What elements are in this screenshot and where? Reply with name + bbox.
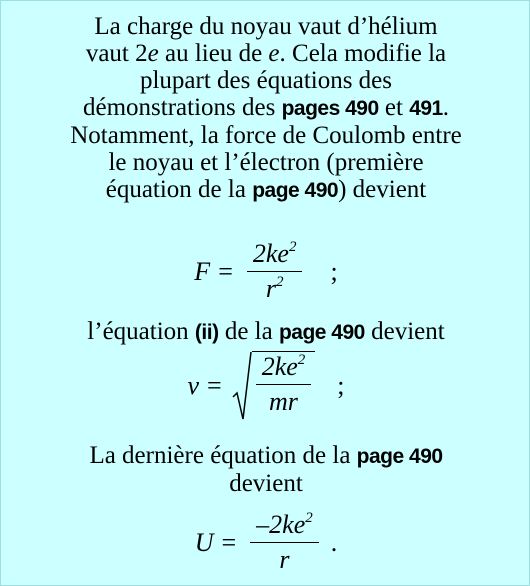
numerator: $2ke^2$ [256,352,312,385]
square-root [232,351,316,421]
text-line: le noyau et l’électron (première [108,149,424,176]
denominator: r [279,545,290,574]
text-line: plupart des équations des [139,67,393,94]
paragraph-last-equation [1,442,530,497]
page-reference-link[interactable]: page 490 [252,179,339,202]
fraction [250,510,319,575]
page-reference-link[interactable]: page 490 [278,321,365,344]
denominator: mr [269,387,298,416]
equals-sign: = [218,256,233,286]
separator: ; [330,256,338,286]
text-line: démonstrations des pages 490 et 491. [82,94,449,121]
text-line: devient [229,470,303,497]
page-reference-link[interactable]: pages 490 [281,97,379,120]
equation-energy [1,510,530,575]
text-line: équation de la page 490) devient [105,176,427,203]
equation-lhs: F [194,256,211,286]
paragraph-equation-ii: l’équation (ii) de la page 490 devient [87,318,445,345]
radicand [252,351,316,421]
page-reference-link[interactable]: page 490 [356,445,443,468]
equation-velocity [1,351,530,421]
equals-sign: = [221,527,237,557]
equals-sign: = [207,371,222,400]
fraction [247,239,303,304]
text-line: La dernière équation de la page 490 [89,442,443,469]
equation-lhs: U [194,527,214,557]
numerator: $2ke^2$ [247,239,303,272]
separator: . [330,527,338,557]
paragraph-intro [1,13,530,204]
separator: ; [337,371,345,400]
text-line: La charge du noyau vaut d’hélium [94,13,438,40]
page-reference-link[interactable]: 491 [409,97,443,120]
radical-sign-icon [232,351,252,421]
equation-lhs: v [187,371,200,400]
text-line: vaut 2e au lieu de e. Cela modifie la [85,40,447,67]
denominator: $r^2$ [265,274,284,303]
text-line: Notamment, la force de Coulomb entre [70,122,462,149]
equation-coulomb-force [1,239,530,304]
equation-reference-link[interactable]: (ii) [194,321,219,344]
fraction [256,352,312,417]
numerator: $-2ke^2$ [250,510,319,543]
